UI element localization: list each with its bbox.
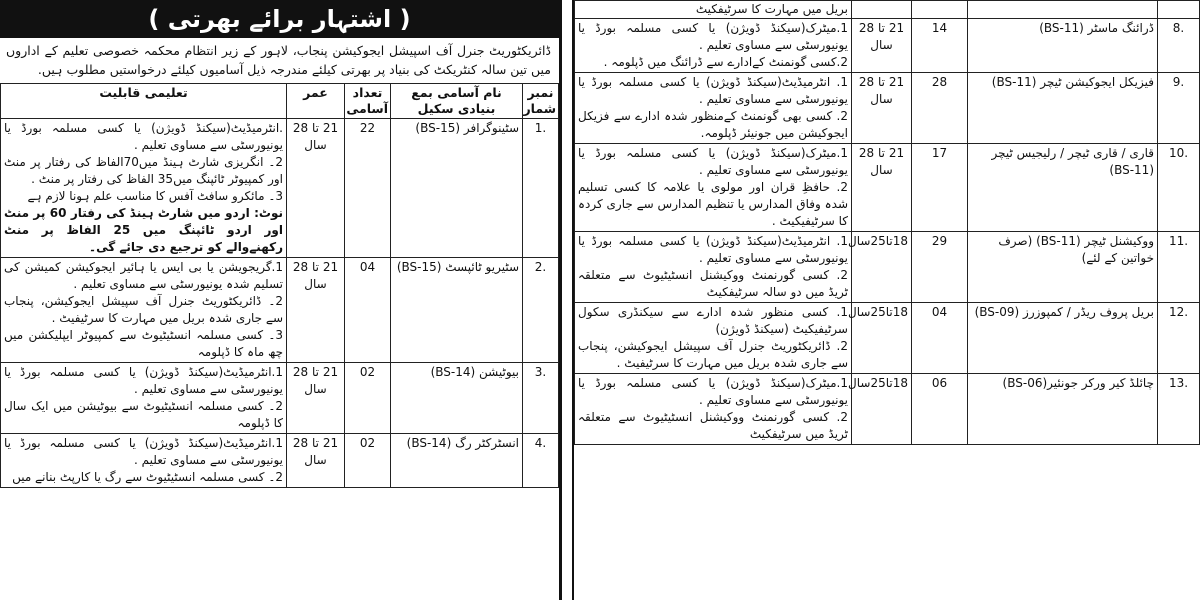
jobs-table-left [0, 83, 559, 488]
table-header-row [1, 84, 559, 119]
qualification-line: 1.میٹرک(سیکنڈ ڈویژن) یا کسی مسلمہ بورڈ یا یونیورسٹی سے مساوی تعلیم . [578, 146, 848, 177]
qualification-line: 3۔ مائکرو سافٹ آفس کا مناسب علم ہونا لازم ہے [27, 189, 283, 203]
qualification-partial: بریل میں مہارت کا سرٹیفکیٹ [575, 1, 852, 19]
qualification-line: .انٹرمیڈیٹ(سیکنڈ ڈویژن) یا کسی مسلمہ بورڈ یا یونیورسٹی سے مساوی تعلیم . [4, 121, 283, 152]
qualification-line: 2. کسی گورنمنٹ ووکیشنل انسٹیٹیوٹ سے متعلقہ ٹریڈ میں دو سالہ سرٹیفکیٹ [578, 268, 848, 299]
header-post: نام آسامی بمع بنیادی سکیل [391, 84, 523, 119]
row-number: .8 [1158, 19, 1200, 73]
header-age: عمر [287, 84, 345, 119]
post-name: بریل پروف ریڈر / کمپوزرز (BS-09) [968, 303, 1158, 374]
row-number: .10 [1158, 144, 1200, 232]
table-row [575, 19, 1200, 73]
table-row [1, 363, 559, 434]
age-range: 21 تا 28 سال [287, 434, 345, 488]
qualification-line: 2. ڈائریکٹوریٹ جنرل آف سپیشل ایجوکیشن، پنجاب سے جاری شدہ بریل میں مہارت کا سرٹیفیٹ . [578, 339, 848, 370]
qualification-line: 1. انٹرمیڈیٹ(سیکنڈ ڈویژن) یا کسی مسلمہ بورڈ یا یونیورسٹی سے مساوی تعلیم . [578, 234, 848, 265]
age-range: 18تا25سال [852, 303, 912, 374]
qualification-line: 2۔ ڈائریکٹوریٹ جنرل آف سپیشل ایجوکیشن، پنجاب سے جاری شدہ بریل میں مہارت کا سرٹیفیٹ . [4, 294, 283, 325]
post-count: 06 [912, 374, 968, 445]
qualification [575, 73, 852, 144]
qualification-line: 1.انٹرمیڈیٹ(سیکنڈ ڈویژن) یا کسی مسلمہ بورڈ یا یونیورسٹی سے مساوی تعلیم . [4, 365, 283, 396]
post-count: 02 [345, 363, 391, 434]
table-row [575, 303, 1200, 374]
table-row [575, 374, 1200, 445]
post-name: ووکیشنل ٹیچر (BS-11) (صرف خواتین کے لئے) [968, 232, 1158, 303]
table-row [575, 232, 1200, 303]
age-range: 21 تا 28 سال [852, 19, 912, 73]
row-number: .13 [1158, 374, 1200, 445]
advertisement-right-column [572, 0, 1200, 600]
qualification [575, 19, 852, 73]
age-range: 21 تا 28 سال [287, 258, 345, 363]
qualification-line: 2۔ کسی مسلمہ انسٹیٹیوٹ سے بیوٹیشن میں ایک سال کا ڈپلومہ [4, 399, 283, 430]
ad-intro: ڈائریکٹوریٹ جنرل آف اسپیشل ایجوکیشن پنجاب، لاہور کے زیر انتظام محکمہ خصوصی تعلیم کے اداروں میں تین سالہ کنٹریکٹ کی بنیاد پر بھرتی کیلئے مندرجہ ذیل آسامیوں کیلئے درخواستیں مطلوب ہیں. [6, 43, 551, 77]
qualification-line: 2. کسی گورنمنٹ ووکیشنل انسٹیٹیوٹ سے متعلقہ ٹریڈ میں سرٹیفکیٹ [578, 410, 848, 441]
post-name: سٹینوگرافر (BS-15) [391, 119, 523, 258]
row-number: .4 [523, 434, 559, 488]
table-row-partial [575, 1, 1200, 19]
qualification [1, 119, 287, 258]
qualification [1, 434, 287, 488]
table-row [1, 119, 559, 258]
post-count: 17 [912, 144, 968, 232]
row-number: .3 [523, 363, 559, 434]
age-range: 21 تا 28 سال [852, 73, 912, 144]
qualification-line: 2۔ انگریزی شارٹ ہینڈ میں70الفاظ کی رفتار پر منٹ اور کمپیوٹر ٹائپنگ میں35 الفاظ کی رفتار پر منٹ . [4, 155, 284, 186]
qualification-line: 1.میٹرک(سیکنڈ ڈویژن) یا کسی مسلمہ بورڈ یا یونیورسٹی سے مساوی تعلیم . [578, 376, 848, 407]
qualification [1, 363, 287, 434]
qualification [575, 303, 852, 374]
age-range: 21 تا 28 سال [287, 363, 345, 434]
ad-title: ( اشتہار برائے بھرتی ) [0, 0, 559, 38]
age-range: 18تا25سال [852, 232, 912, 303]
table-row [575, 144, 1200, 232]
post-count: 22 [345, 119, 391, 258]
qualification-line: 1. کسی منظور شدہ ادارے سے سیکنڈری سکول سرٹیفیکیٹ (سیکنڈ ڈویژن) [578, 305, 848, 336]
header-count: تعداد آسامی [345, 84, 391, 119]
qualification [575, 144, 852, 232]
post-name: قاری / قاری ٹیچر / رلیجیس ٹیچر (BS-11) [968, 144, 1158, 232]
post-name: فیزیکل ایجوکیشن ٹیچر (BS-11) [968, 73, 1158, 144]
jobs-table-right [574, 0, 1200, 445]
post-name: سٹیریو ٹائپسٹ (BS-15) [391, 258, 523, 363]
qualification-line: 2. کسی بھی گونمنٹ کےمنظور شدہ ادارے سے فزیکل ایجوکیشن میں جونیئر ڈپلومہ. [578, 109, 848, 140]
post-name: ڈرائنگ ماسٹر (BS-11) [968, 19, 1158, 73]
age-range: 18تا25سال [852, 374, 912, 445]
qualification [1, 258, 287, 363]
age-range: 21 تا 28 سال [287, 119, 345, 258]
post-count: 29 [912, 232, 968, 303]
qualification [575, 232, 852, 303]
row-number: .9 [1158, 73, 1200, 144]
post-count: 04 [345, 258, 391, 363]
qualification [575, 374, 852, 445]
header-qualification: تعلیمی قابلیت [1, 84, 287, 119]
age-range: 21 تا 28 سال [852, 144, 912, 232]
qualification-note: نوٹ: اردو میں شارٹ ہینڈ کی رفتار 60 پر منٹ اور اردو ٹائپنگ میں 25 الفاظ پر منٹ رکھنےوالے کو ترجیع دی جائے گی۔ [4, 206, 283, 254]
row-number: .2 [523, 258, 559, 363]
post-name: بیوٹیشن (BS-14) [391, 363, 523, 434]
table-row [1, 258, 559, 363]
post-count: 14 [912, 19, 968, 73]
row-number: .1 [523, 119, 559, 258]
qualification-line: 1.انٹرمیڈیٹ(سیکنڈ ڈویژن) یا کسی مسلمہ بورڈ یا یونیورسٹی سے مساوی تعلیم . [4, 436, 283, 467]
table-row [575, 73, 1200, 144]
qualification-line: 2۔ کسی مسلمہ انسٹیٹیوٹ سے رگ یا کارپٹ بنانے میں [12, 470, 283, 484]
qualification-line: 1. انٹرمیڈیٹ(سیکنڈ ڈویژن) یا کسی مسلمہ بورڈ یا یونیورسٹی سے مساوی تعلیم . [578, 75, 848, 106]
qualification-line: 2. حافظِ قران اور مولوی یا علامہ کا کسی تسلیم شدہ وفاق المدارس یا تنظیم المدارس سے جاری کردہ کا سرٹیفیکیٹ . [578, 180, 848, 228]
row-number: .11 [1158, 232, 1200, 303]
advertisement-left-column [0, 0, 562, 600]
post-name: چائلڈ کیر ورکر جونئیر(BS-06) [968, 374, 1158, 445]
post-count: 04 [912, 303, 968, 374]
qualification-line: 2.کسی گونمنٹ کےادارے سے ڈرائنگ میں ڈپلومہ . [603, 55, 848, 69]
qualification-line: 3۔ کسی مسلمہ انسٹیٹیوٹ سے کمپیوٹر ایپلیکشن میں چھ ماہ کا ڈپلومہ [4, 328, 283, 359]
post-count: 28 [912, 73, 968, 144]
row-number: .12 [1158, 303, 1200, 374]
post-count: 02 [345, 434, 391, 488]
qualification-line: 1.گریجویشن یا بی ایس یا ہائیر ایجوکیشن کمیشن کی تسلیم شدہ یونیورسٹی سے مساوی تعلیم . [4, 260, 283, 291]
qualification-line: 1.میٹرک(سیکنڈ ڈویژن) یا کسی مسلمہ بورڈ یا یونیورسٹی سے مساوی تعلیم . [578, 21, 848, 52]
header-number: نمبر شمار [523, 84, 559, 119]
table-row [1, 434, 559, 488]
post-name: انسٹرکٹر رگ (BS-14) [391, 434, 523, 488]
